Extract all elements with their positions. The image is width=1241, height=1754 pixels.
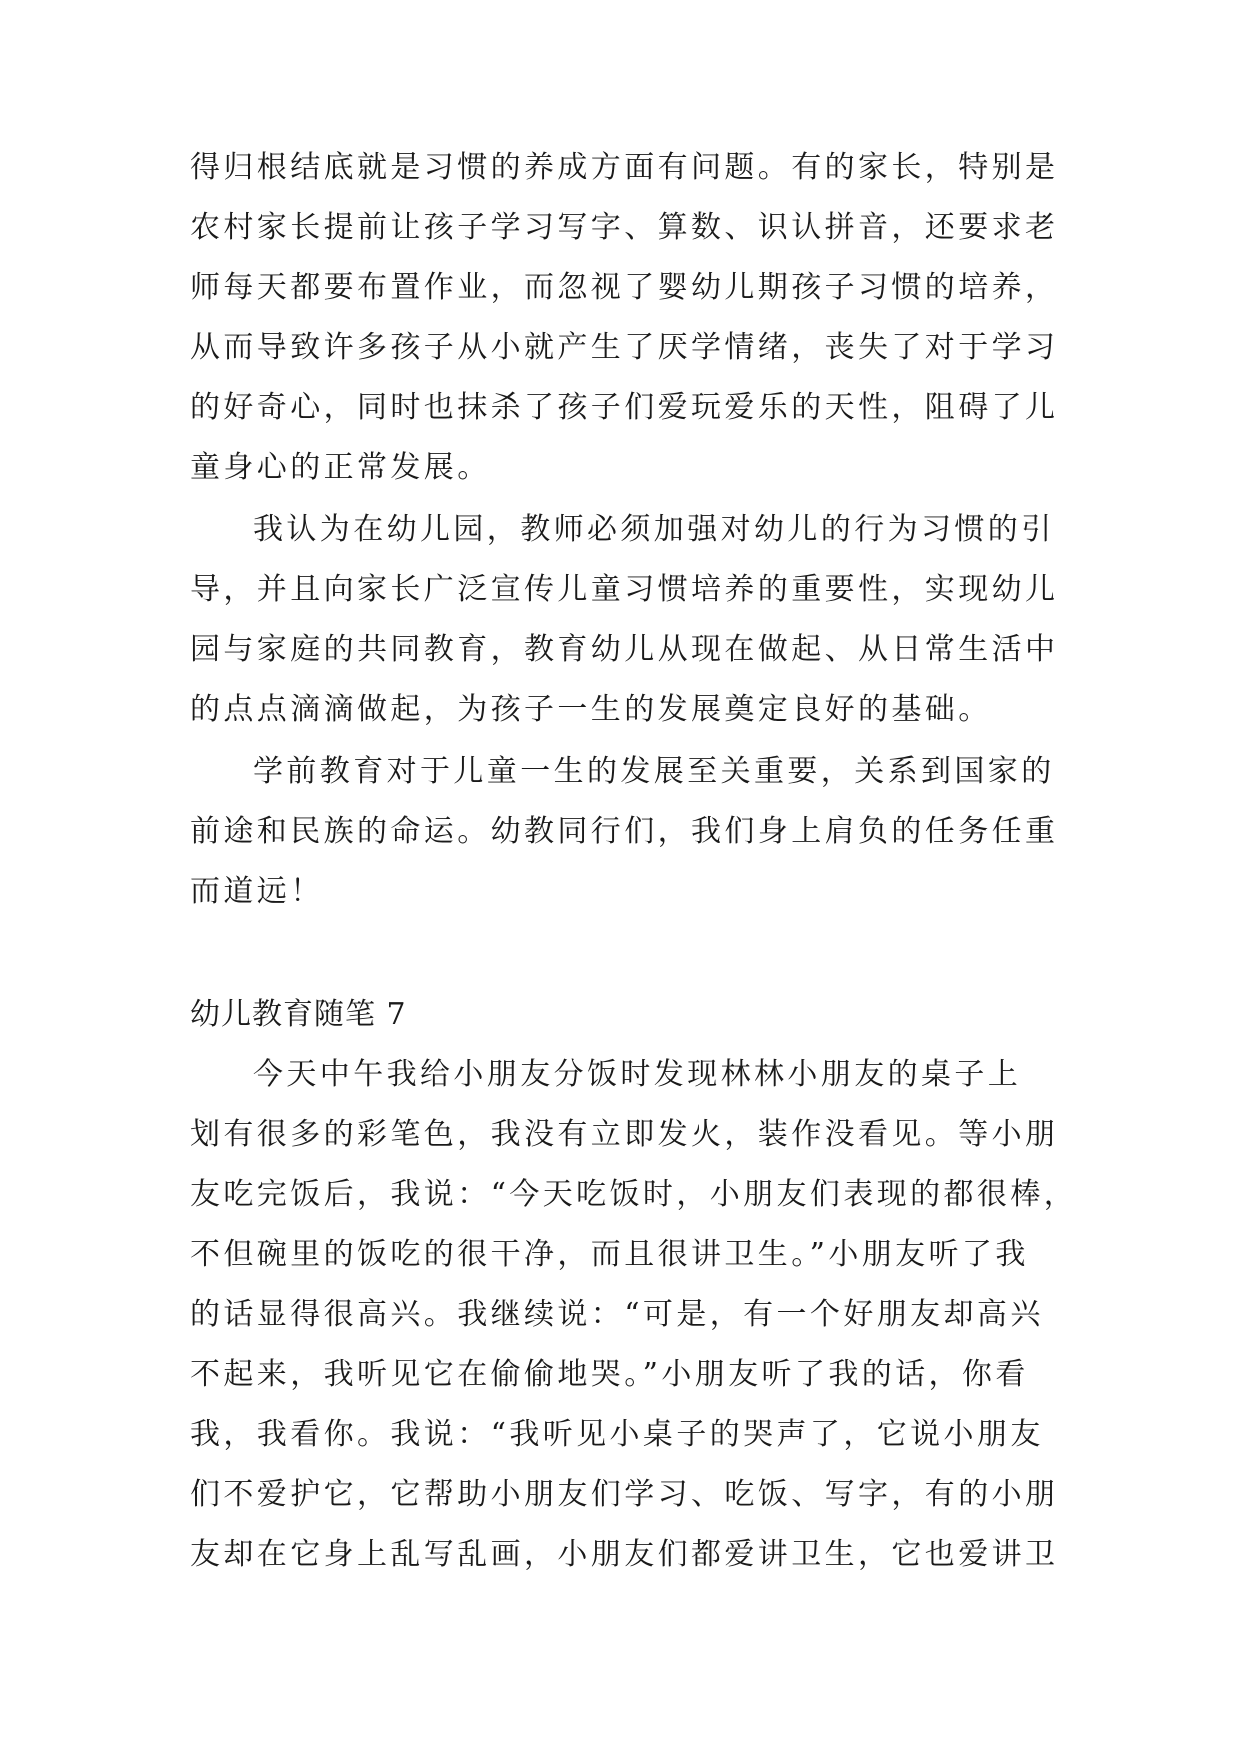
text-line: 师每天都要布置作业，而忽视了婴幼儿期孩子习惯的培养， — [190, 270, 1059, 305]
text-line: 们不爱护它，它帮助小朋友们学习、吃饭、写字，有的小朋 — [190, 1477, 1059, 1512]
text-line: 前途和民族的命运。幼教同行们，我们身上肩负的任务任重 — [190, 814, 1059, 849]
text-line: 我认为在幼儿园，教师必须加强对幼儿的行为习惯的引 — [253, 512, 1055, 547]
text-line: 不起来，我听见它在偷偷地哭。”小朋友听了我的话，你看 — [190, 1357, 1029, 1392]
text-line: 不但碗里的饭吃的很干净，而且很讲卫生。”小朋友听了我 — [190, 1237, 1029, 1272]
text-line: 农村家长提前让孩子学习写字、算数、识认拼音，还要求老 — [190, 210, 1059, 245]
text-line: 友吃完饭后，我说：“今天吃饭时，小朋友们表现的都很棒， — [190, 1177, 1078, 1212]
text-line: 从而导致许多孩子从小就产生了厌学情绪，丧失了对于学习 — [190, 330, 1059, 365]
text-line: 得归根结底就是习惯的养成方面有问题。有的家长，特别是 — [190, 150, 1059, 185]
text-line: 的好奇心，同时也抹杀了孩子们爱玩爱乐的天性，阻碍了儿 — [190, 390, 1059, 425]
text-line: 今天中午我给小朋友分饭时发现林林小朋友的桌子上 — [253, 1057, 1022, 1092]
text-line: 童身心的正常发展。 — [190, 450, 491, 485]
text-line: 友却在它身上乱写乱画，小朋友们都爱讲卫生，它也爱讲卫 — [190, 1537, 1059, 1572]
text-line: 的话显得很高兴。我继续说：“可是，有一个好朋友却高兴 — [190, 1297, 1044, 1332]
text-line: 导，并且向家长广泛宣传儿童习惯培养的重要性，实现幼儿 — [190, 572, 1059, 607]
text-line: 而道远！ — [190, 874, 324, 909]
text-line: 划有很多的彩笔色，我没有立即发火，装作没看见。等小朋 — [190, 1117, 1059, 1152]
text-line: 的点点滴滴做起，为孩子一生的发展奠定良好的基础。 — [190, 692, 992, 727]
text-line: 我，我看你。我说：“我听见小桌子的哭声了，它说小朋友 — [190, 1417, 1044, 1452]
section-heading: 幼儿教育随笔 7 — [190, 997, 407, 1032]
text-line: 园与家庭的共同教育，教育幼儿从现在做起、从日常生活中 — [190, 632, 1059, 667]
text-line: 学前教育对于儿童一生的发展至关重要，关系到国家的 — [253, 754, 1055, 789]
